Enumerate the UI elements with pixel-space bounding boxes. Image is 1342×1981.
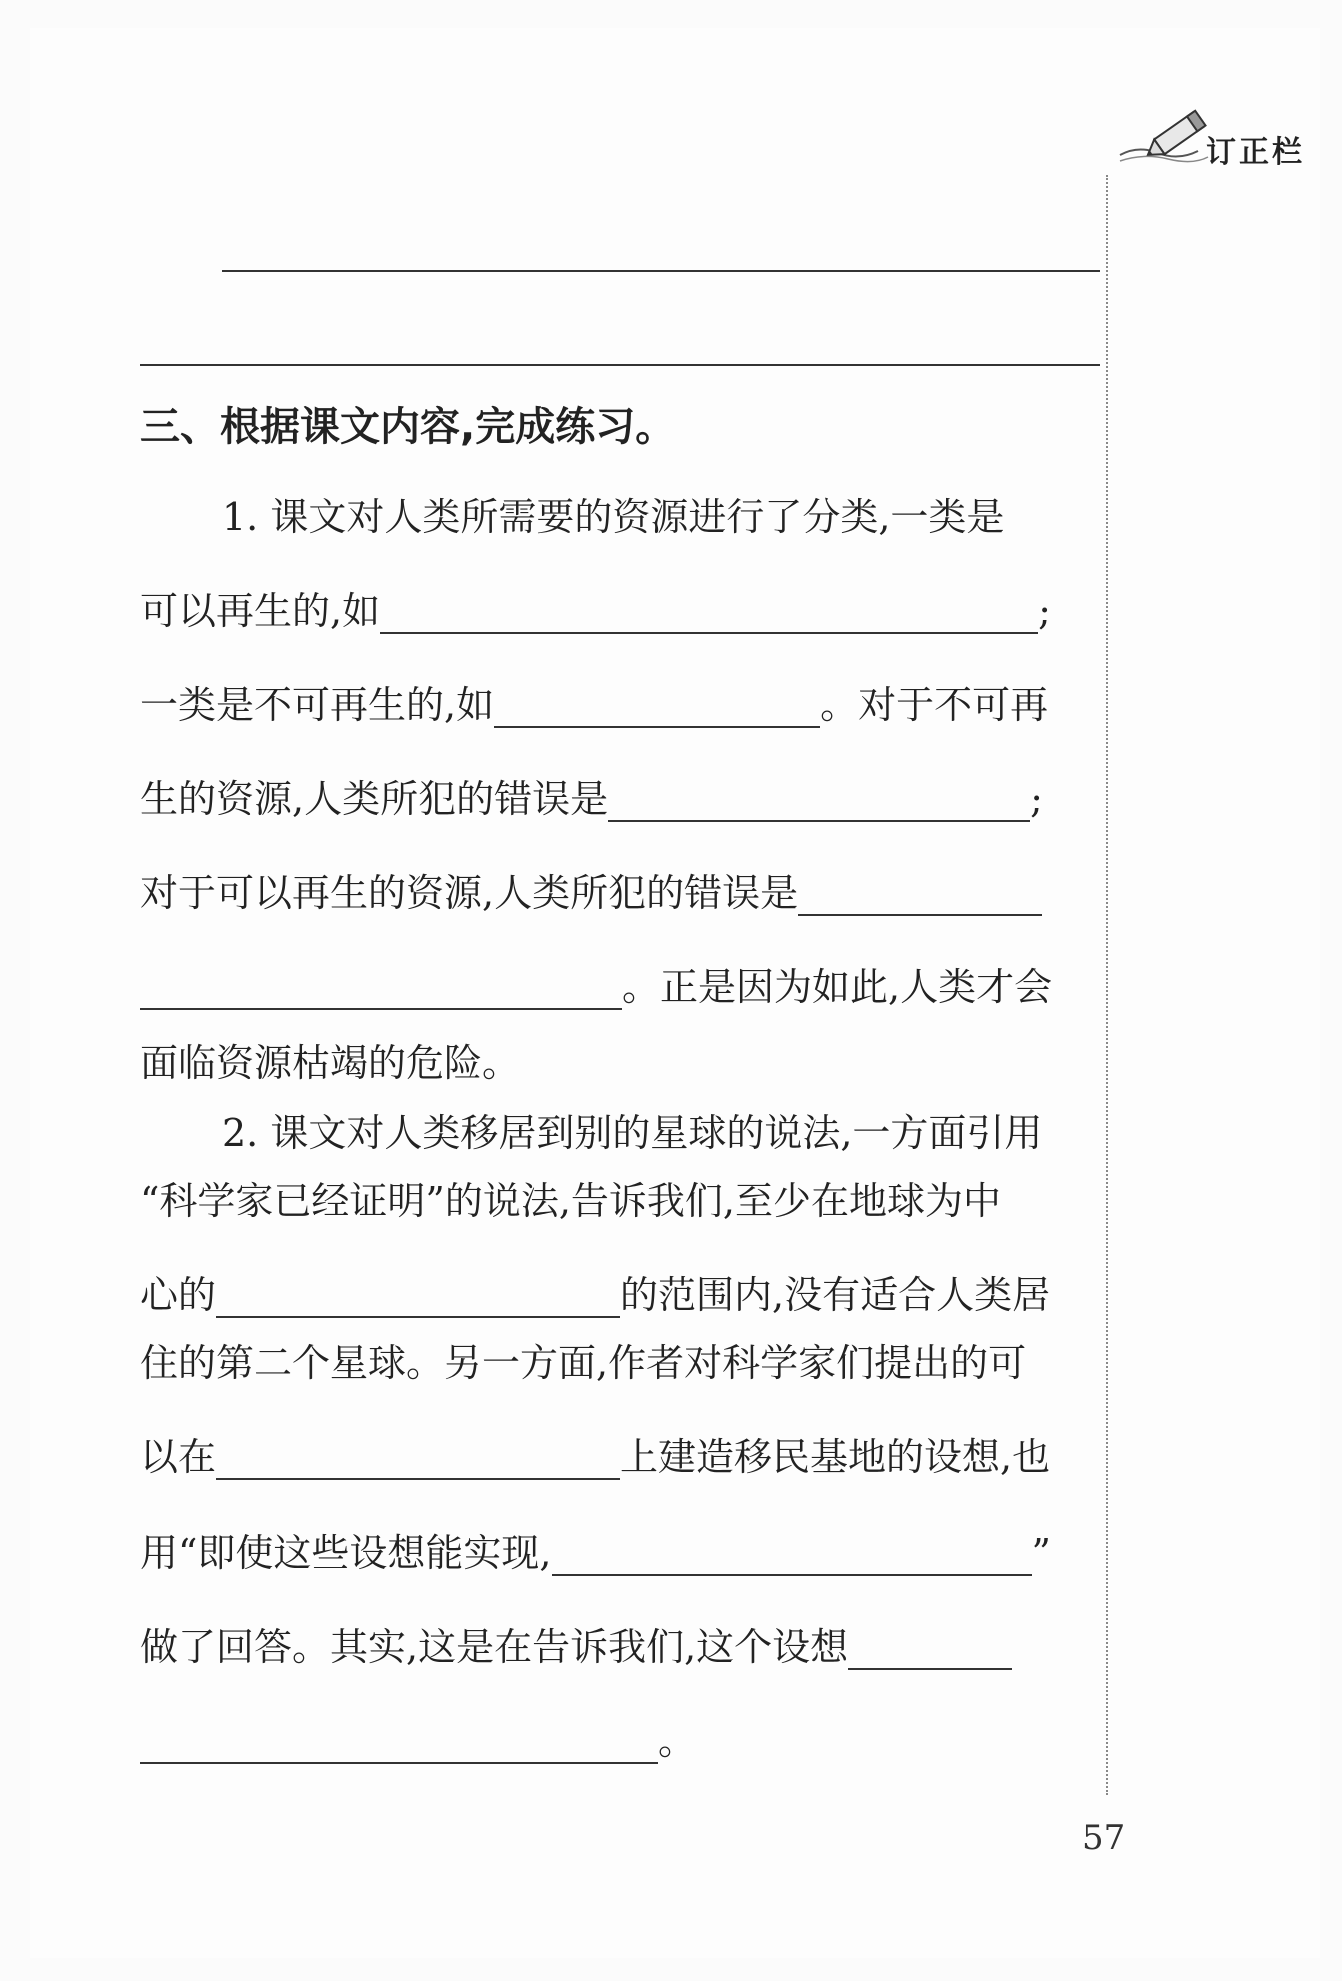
fill-blank[interactable] (140, 1718, 658, 1764)
fill-blank[interactable] (798, 870, 1042, 916)
q1-line-1: 1. 课文对人类所需要的资源进行了分类,一类是 (222, 495, 1005, 539)
q1-line-7: 面临资源枯竭的危险。 (140, 1041, 521, 1085)
q1-line-5: 对于可以再生的资源,人类所犯的错误是 (140, 870, 1090, 916)
q2-line-4: 住的第二个星球。另一方面,作者对科学家们提出的可 (140, 1341, 1027, 1385)
fill-blank[interactable] (608, 776, 1030, 822)
q2-line-7: 做了回答。其实,这是在告诉我们,这个设想 (140, 1624, 1090, 1670)
fill-blank[interactable] (848, 1624, 1012, 1670)
correction-column-header (1118, 105, 1342, 170)
fill-blank[interactable] (216, 1272, 620, 1318)
correction-column-divider (1106, 175, 1108, 1795)
q2-line-8: 。 (140, 1718, 1090, 1764)
answer-line-2 (140, 364, 1100, 366)
q2-line-3: 心的 的范围内,没有适合人类居 (140, 1273, 1051, 1317)
answer-line-1 (222, 270, 1100, 272)
q2-line-1: 2. 课文对人类移居到别的星球的说法,一方面引用 (222, 1111, 1043, 1155)
fill-blank[interactable] (552, 1530, 1032, 1576)
page-number: 57 (1082, 1818, 1126, 1858)
fill-blank[interactable] (216, 1434, 620, 1480)
fill-blank[interactable] (494, 682, 820, 728)
q1-line-3: 一类是不可再生的,如 。对于不可再 (140, 683, 1049, 727)
q1-line-6: 。正是因为如此,人类才会 (140, 964, 1090, 1010)
fill-blank[interactable] (380, 588, 1038, 634)
correction-column-title: 订正栏 (1206, 135, 1305, 170)
q2-line-5: 以在 上建造移民基地的设想,也 (140, 1435, 1051, 1479)
fill-blank[interactable] (140, 964, 622, 1010)
q2-line-2: “科学家已经证明”的说法,告诉我们,至少在地球为中 (140, 1179, 1002, 1223)
q2-line-6: 用“即使这些设想能实现, ” (140, 1531, 1051, 1575)
q1-line-2: 可以再生的,如 ; (140, 589, 1051, 633)
section-heading: 三、根据课文内容,完成练习。 (140, 404, 676, 450)
q1-line-4: 生的资源,人类所犯的错误是 ; (140, 777, 1043, 821)
